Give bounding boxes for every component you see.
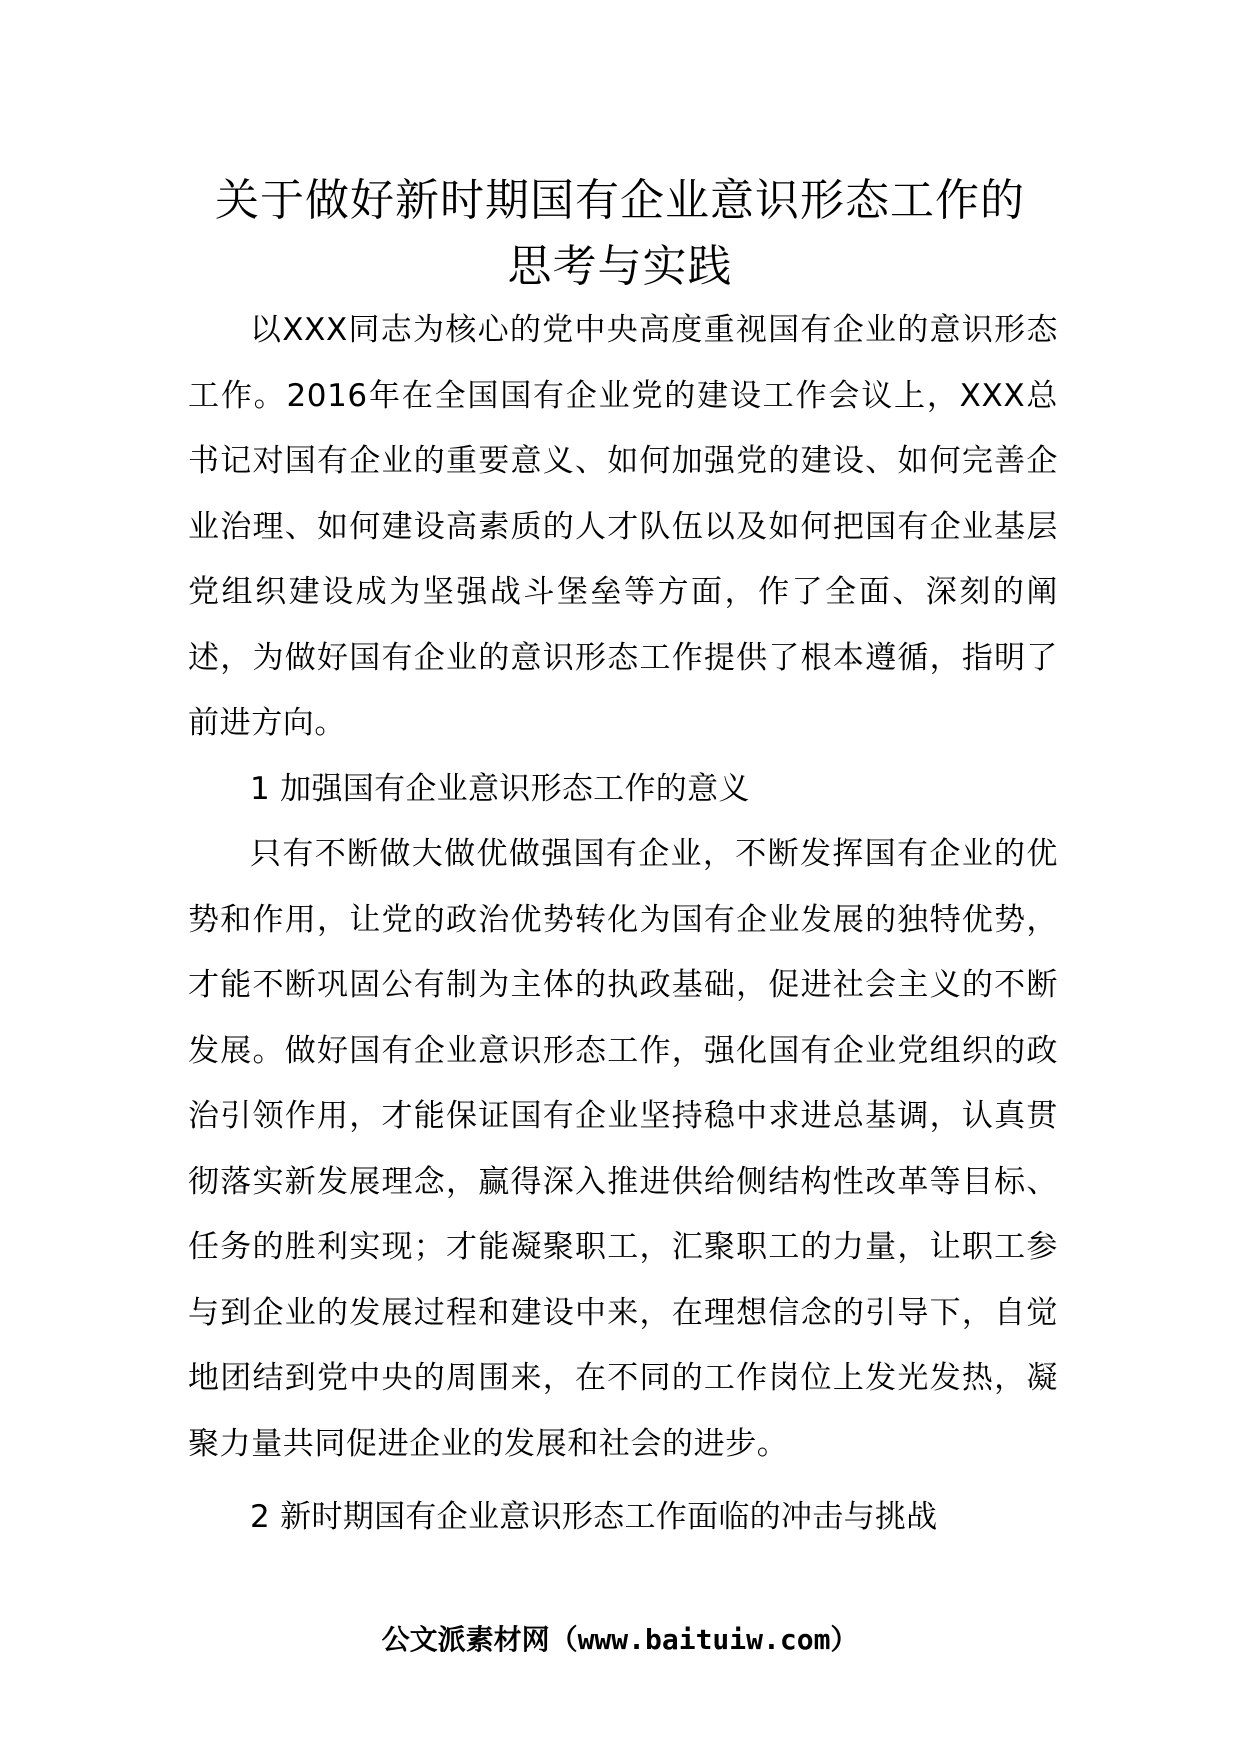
footer-watermark: 公文派素材网（www.baituiw.com）	[381, 1623, 859, 1656]
document-title	[150, 168, 1090, 300]
paragraph-significance: 只有不断做大做优做强国有企业，不断发挥国有企业的优势和作用，让党的政治优势转化为国有企业发展的独特优势，才能不断巩固公有制为主体的执政基础，促进社会主义的不断发展。做好国有企业意识形态工作，强化国有企业党组织的政治引领作用，才能保证国有企业坚持稳中求进总基调，认真贯彻落实新发展理念，赢得深入推进供给侧结构性改革等目标、任务的胜利实现；才能凝聚职工，汇聚职工的力量，让职工参与到企业的发展过程和建设中来，在理想信念的引导下，自觉地团结到党中央的周围来，在不同的工作岗位上发光发热，凝聚力量共同促进企业的发展和社会的进步。	[188, 836, 1058, 1462]
title-line-1: 关于做好新时期国有企业意识形态工作的	[215, 175, 1025, 226]
section-heading-2: 2 新时期国有企业意识形态工作面临的冲击与挑战	[250, 1499, 938, 1535]
section-heading-1: 1 加强国有企业意识形态工作的意义	[250, 770, 750, 807]
title-line-2: 思考与实践	[507, 241, 733, 292]
paragraph-intro: 以XXX同志为核心的党中央高度重视国有企业的意识形态工作。2016年在全国国有企业党的建设工作会议上，XXX总书记对国有企业的重要意义、如何加强党的建设、如何完善企业治理、如何建设高素质的人才队伍以及如何把国有企业基层党组织建设成为坚强战斗堡垒等方面，作了全面、深刻的阐述，为做好国有企业的意识形态工作提供了根本遵循，指明了前进方向。	[188, 312, 1058, 741]
document-body	[188, 298, 1058, 1551]
